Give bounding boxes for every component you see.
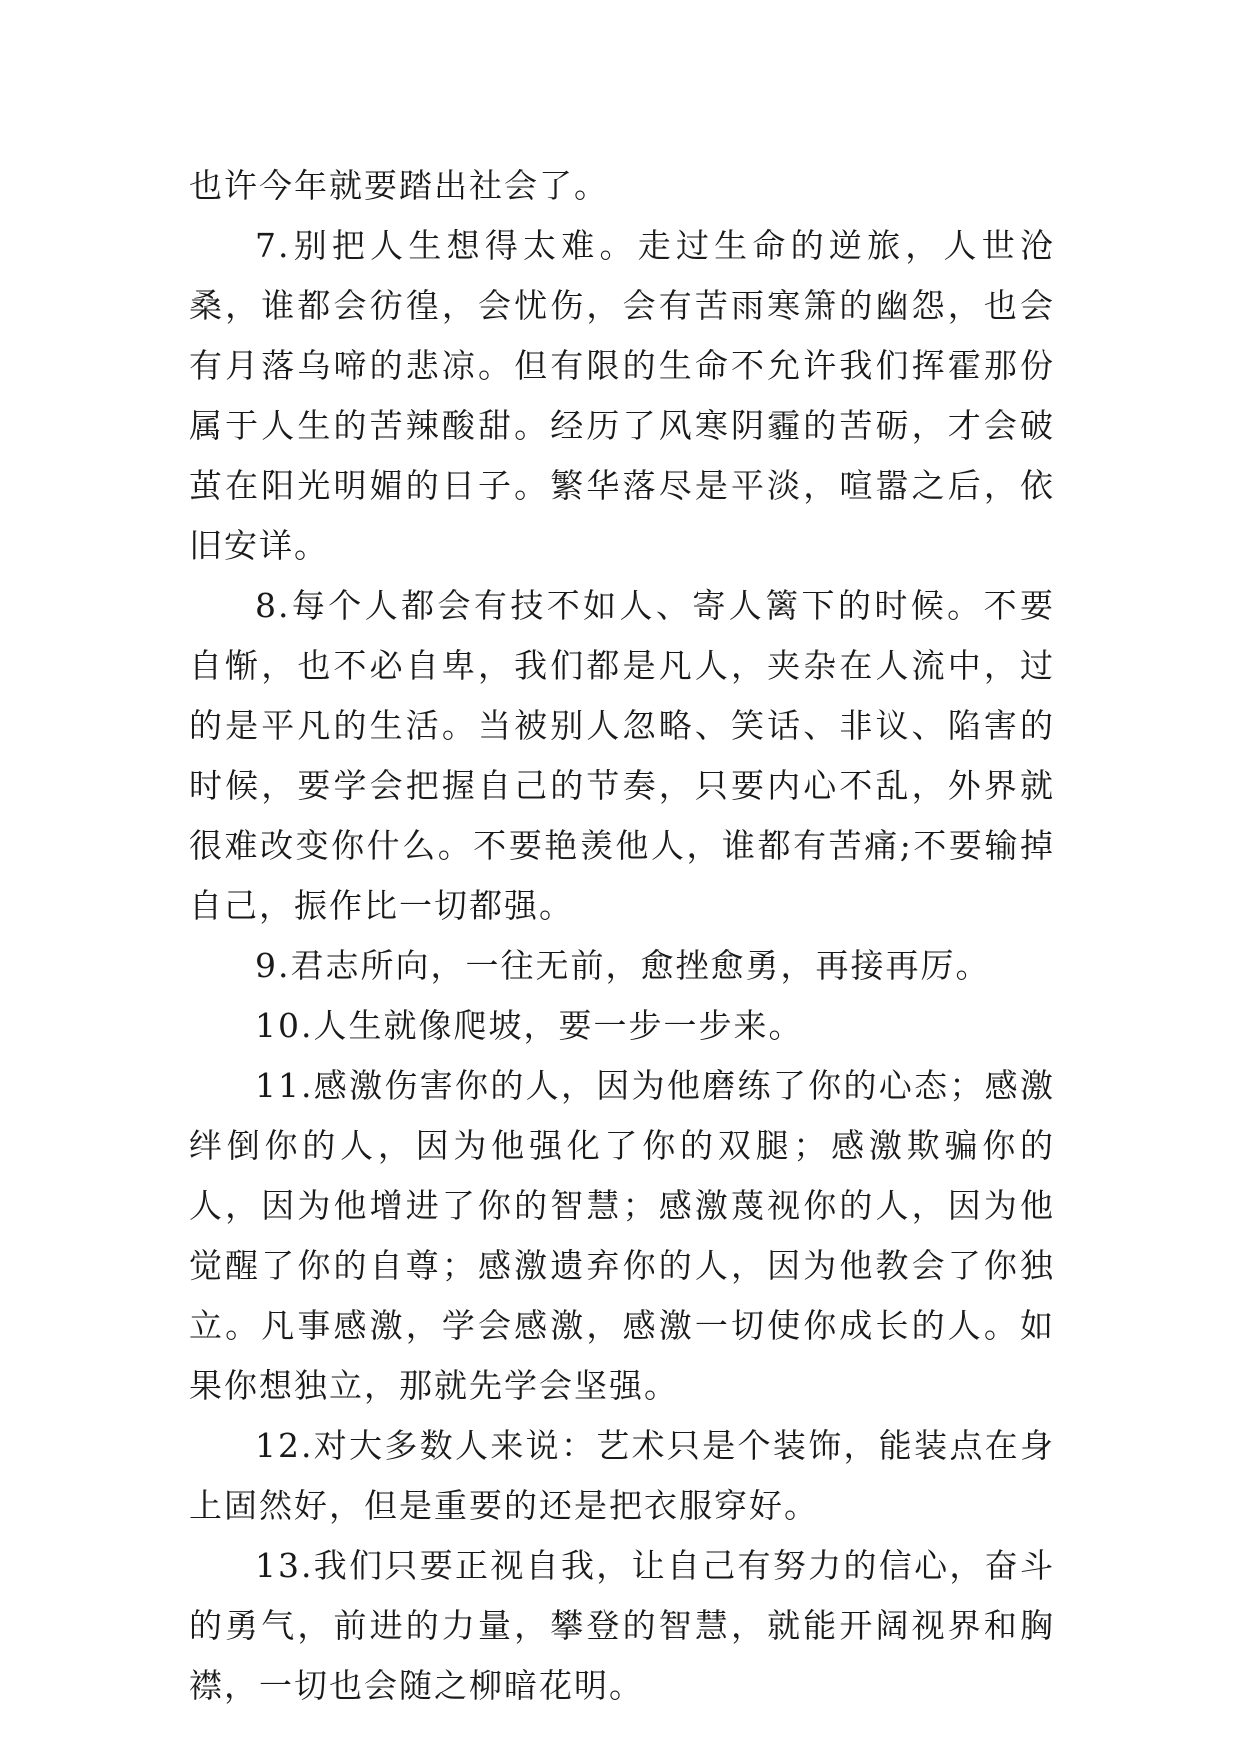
paragraph-13: 13.我们只要正视自我，让自己有努力的信心，奋斗的勇气，前进的力量，攀登的智慧，就能开阔视界和胸襟，一切也会随之柳暗花明。 xyxy=(189,1546,1055,1705)
paragraph-11: 11.感激伤害你的人，因为他磨练了你的心态；感激绊倒你的人，因为他强化了你的双腿；感激欺骗你的人，因为他增进了你的智慧；感激蔑视你的人，因为他觉醒了你的自尊；感激遗弃你的人，因为他教会了你独立。凡事感激，学会感激，感激一切使你成长的人。如果你想独立，那就先学会坚强。 xyxy=(189,1066,1055,1405)
paragraph-12: 12.对大多数人来说：艺术只是个装饰，能装点在身上固然好，但是重要的还是把衣服穿好。 xyxy=(189,1426,1055,1525)
paragraph-9: 9.君志所向，一往无前，愈挫愈勇，再接再厉。 xyxy=(255,946,991,985)
paragraph-7: 7.别把人生想得太难。走过生命的逆旅，人世沧桑，谁都会彷徨，会忧伤，会有苦雨寒箫的幽怨，也会有月落乌啼的悲凉。但有限的生命不允许我们挥霍那份属于人生的苦辣酸甜。经历了风寒阴霾的苦砺，才会破茧在阳光明媚的日子。繁华落尽是平淡，喧嚣之后，依旧安详。 xyxy=(189,226,1055,565)
paragraph-continued: 也许今年就要踏出社会了。 xyxy=(189,166,609,205)
paragraph-10: 10.人生就像爬坡，要一步一步来。 xyxy=(255,1006,804,1045)
paragraph-8: 8.每个人都会有技不如人、寄人篱下的时候。不要自惭，也不必自卑，我们都是凡人，夹杂在人流中，过的是平凡的生活。当被别人忽略、笑话、非议、陷害的时候，要学会把握自己的节奏，只要内心不乱，外界就很难改变你什么。不要艳羡他人，谁都有苦痛;不要输掉自己，振作比一切都强。 xyxy=(189,586,1055,925)
document-body xyxy=(189,156,1055,1716)
